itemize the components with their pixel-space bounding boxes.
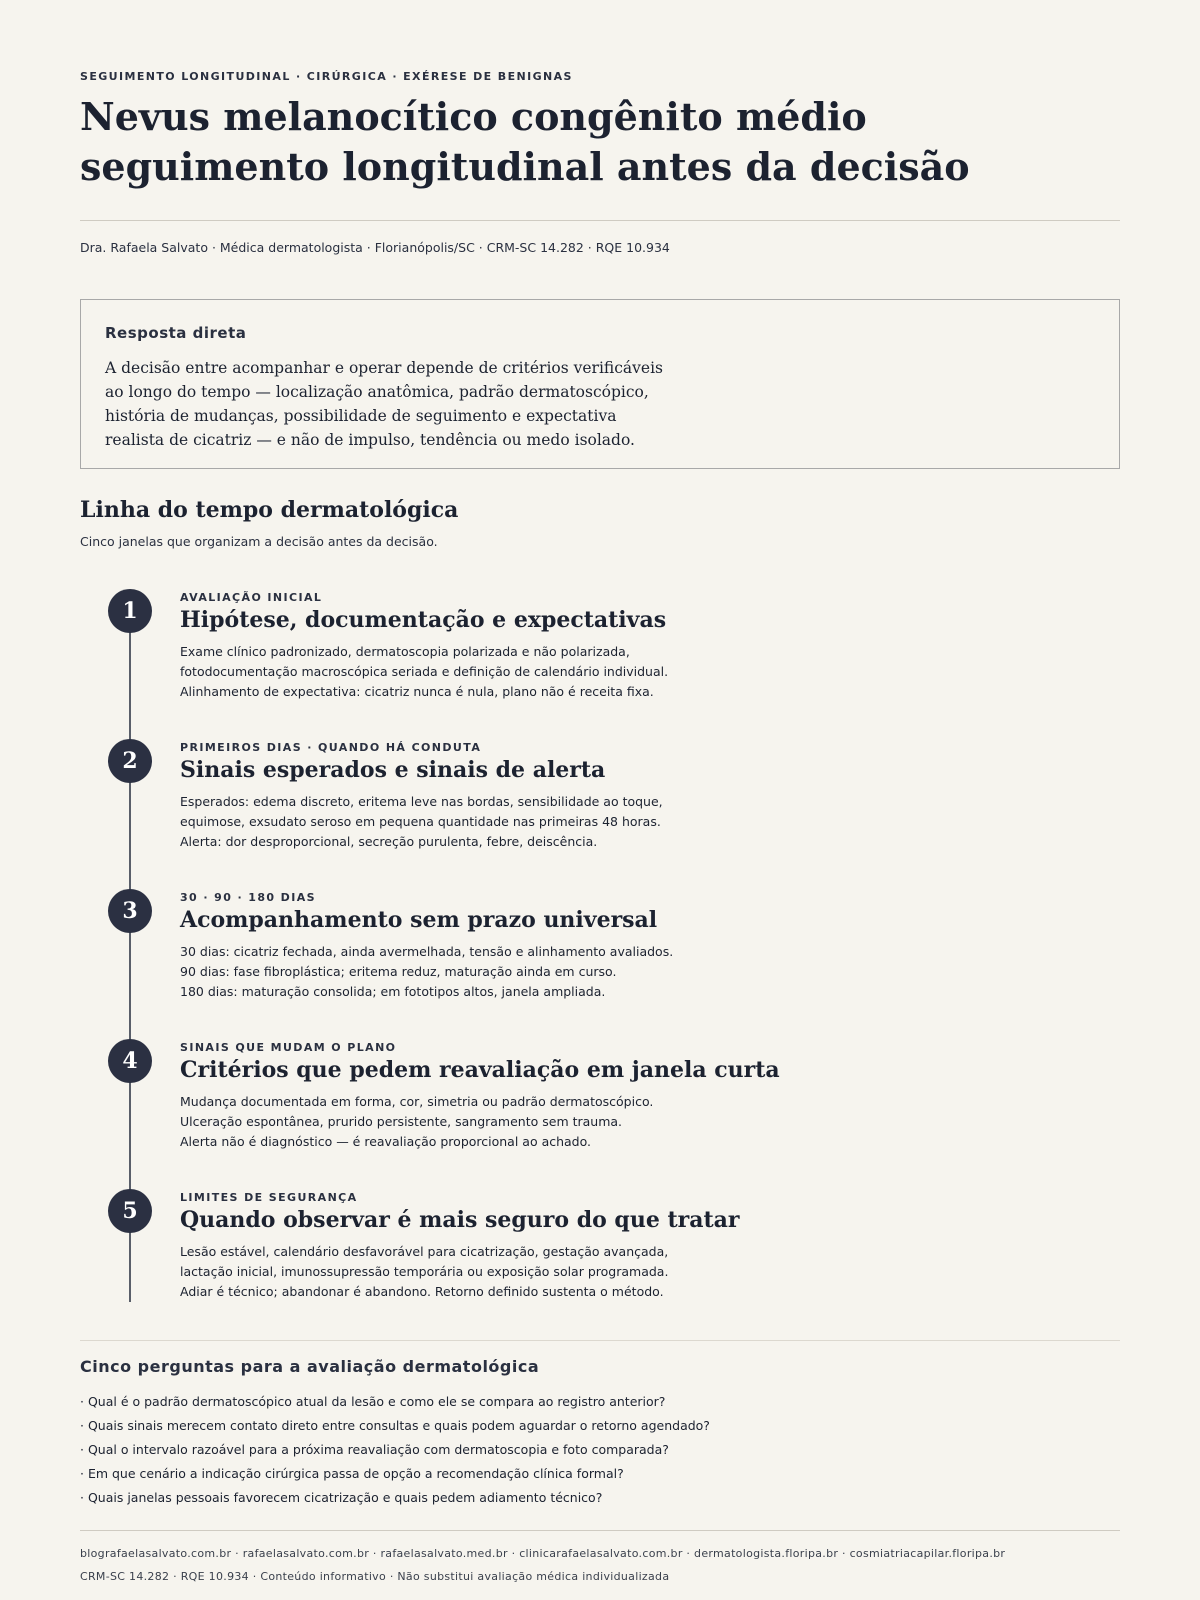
step-title: Quando observar é mais seguro do que tratar [180,1207,740,1233]
step-body [180,792,740,852]
footer-divider [80,1530,1120,1531]
step-title: Hipótese, documentação e expectativas [180,607,667,633]
timeline-step [80,578,1120,708]
step-body-line: Mudança documentada em forma, cor, simetria ou padrão dermatoscópico. [180,1094,654,1109]
direct-answer-line: ao longo do tempo — localização anatômica, padrão dermatoscópico, [105,383,649,401]
timeline-step [80,878,1120,1008]
direct-answer-line: realista de cicatriz — e não de impulso, tendência ou medo isolado. [105,431,635,449]
step-label: SINAIS QUE MUDAM O PLANO [180,1041,397,1054]
footer-link[interactable]: rafaelasalvato.com.br [242,1547,370,1560]
step-number-badge: 2 [108,739,152,783]
question-item: · Quais janelas pessoais favorecem cicatrização e quais pedem adiamento técnico? [80,1490,603,1505]
step-body-line: lactação inicial, imunossupressão temporária ou exposição solar programada. [180,1264,669,1279]
direct-answer-text [105,356,705,452]
step-body-line: 30 dias: cicatriz fechada, ainda avermelhada, tensão e alinhamento avaliados. [180,944,674,959]
timeline-step [80,728,1120,858]
footer-separator: · [369,1547,381,1560]
footer-links [80,1542,1005,1565]
author-byline: Dra. Rafaela Salvato · Médica dermatologista · Florianópolis/SC · CRM-SC 14.282 · RQE 10.934 [80,240,670,255]
step-body-line: equimose, exsudato seroso em pequena quantidade nas primeiras 48 horas. [180,814,661,829]
step-label: PRIMEIROS DIAS · QUANDO HÁ CONDUTA [180,741,482,754]
step-title: Critérios que pedem reavaliação em janela curta [180,1057,780,1083]
questions-divider [80,1340,1120,1341]
page-title [80,92,1120,192]
page-title-line: Nevus melanocítico congênito médio [80,94,867,139]
footer-notice: CRM-SC 14.282 · RQE 10.934 · Conteúdo informativo · Não substitui avaliação médica individualizada [80,1570,670,1583]
step-body [180,642,740,702]
footer-link[interactable]: rafaelasalvato.med.br [380,1547,508,1560]
step-label: 30 · 90 · 180 DIAS [180,891,316,904]
questions-list [80,1390,710,1510]
step-body-line: Esperados: edema discreto, eritema leve nas bordas, sensibilidade ao toque, [180,794,663,809]
direct-answer-line: história de mudanças, possibilidade de seguimento e expectativa [105,407,617,425]
footer-separator: · [507,1547,520,1560]
timeline-step [80,1028,1120,1158]
step-body-line: 180 dias: maturação consolida; em fototipos altos, janela ampliada. [180,984,606,999]
step-body-line: Alerta não é diagnóstico — é reavaliação proporcional ao achado. [180,1134,592,1149]
step-body-line: Lesão estável, calendário desfavorável para cicatrização, gestação avançada, [180,1244,669,1259]
footer-link[interactable]: dermatologista.floripa.br [694,1547,839,1560]
step-body-line: Alinhamento de expectativa: cicatriz nunca é nula, plano não é receita fixa. [180,684,654,699]
footer-link[interactable]: cosmiatriacapilar.floripa.br [849,1547,1006,1560]
page-title-line: seguimento longitudinal antes da decisão [80,144,970,189]
step-label: LIMITES DE SEGURANÇA [180,1191,358,1204]
step-body-line: Alerta: dor desproporcional, secreção purulenta, febre, deiscência. [180,834,598,849]
question-item: · Em que cenário a indicação cirúrgica passa de opção a recomendação clínica formal? [80,1466,624,1481]
header-divider [80,220,1120,221]
question-item: · Qual o intervalo razoável para a próxima reavaliação com dermatoscopia e foto comparada? [80,1442,669,1457]
step-number-badge: 1 [108,589,152,633]
step-body-line: 90 dias: fase fibroplástica; eritema reduz, maturação ainda em curso. [180,964,617,979]
timeline-subtitle: Cinco janelas que organizam a decisão antes da decisão. [80,534,438,549]
footer-link[interactable]: clinicarafaelasalvato.com.br [519,1547,683,1560]
footer-link[interactable]: blografaelasalvato.com.br [80,1547,232,1560]
step-body [180,942,740,1002]
footer-separator: · [838,1547,850,1560]
footer-separator: · [682,1547,695,1560]
step-number-badge: 5 [108,1189,152,1233]
category-eyebrow: SEGUIMENTO LONGITUDINAL · CIRÚRGICA · EXÉRESE DE BENIGNAS [80,70,573,83]
step-body [180,1242,740,1302]
step-title: Sinais esperados e sinais de alerta [180,757,606,783]
question-item: · Quais sinais merecem contato direto entre consultas e quais podem aguardar o retorno agendado? [80,1418,710,1433]
step-body [180,1092,740,1152]
step-number-badge: 3 [108,889,152,933]
step-label: AVALIAÇÃO INICIAL [180,591,323,604]
step-body-line: Exame clínico padronizado, dermatoscopia polarizada e não polarizada, [180,644,630,659]
timeline-step [80,1178,1120,1308]
direct-answer-heading: Resposta direta [105,324,247,342]
direct-answer-line: A decisão entre acompanhar e operar depende de critérios verificáveis [105,359,664,377]
timeline-title: Linha do tempo dermatológica [80,497,459,523]
step-body-line: fotodocumentação macroscópica seriada e definição de calendário individual. [180,664,669,679]
step-body-line: Adiar é técnico; abandonar é abandono. Retorno definido sustenta o método. [180,1284,664,1299]
step-title: Acompanhamento sem prazo universal [180,907,658,933]
questions-title: Cinco perguntas para a avaliação dermatológica [80,1357,540,1376]
question-item: · Qual é o padrão dermatoscópico atual da lesão e como ele se compara ao registro anterior? [80,1394,666,1409]
footer [80,1542,1005,1588]
direct-answer-box [80,299,1120,469]
step-number-badge: 4 [108,1039,152,1083]
step-body-line: Ulceração espontânea, prurido persistente, sangramento sem trauma. [180,1114,623,1129]
footer-separator: · [231,1547,243,1560]
